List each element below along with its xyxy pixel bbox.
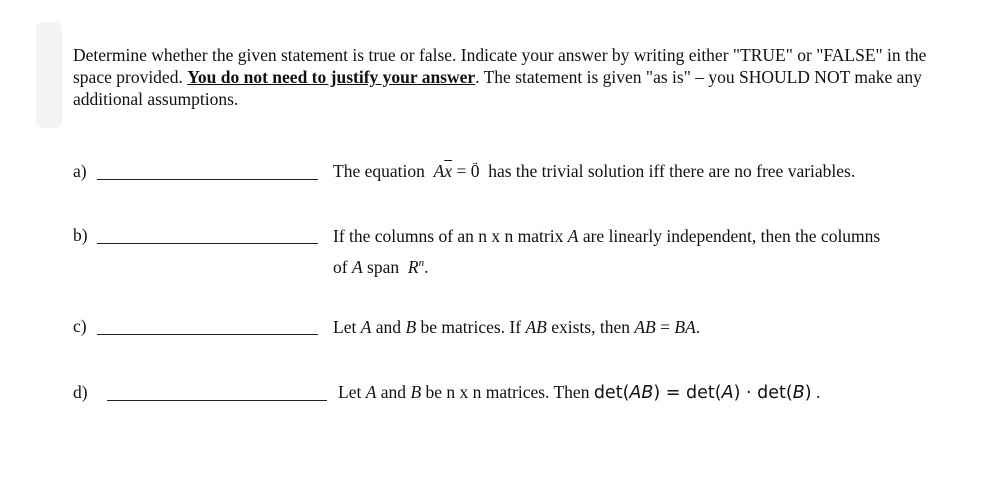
det-dot: · [746, 383, 752, 403]
det-arg-a: A [721, 383, 734, 403]
question-c-text-3: be matrices. If [420, 317, 522, 337]
det-open-3: det( [757, 383, 793, 403]
question-c-answer-blank[interactable] [97, 334, 318, 335]
instructions-text-1: Determine whether the given statement is true or false. Indicate your answer by writing either "TRUE" or "FALSE" in the space provided. [73, 45, 927, 87]
question-d-period: . [815, 382, 821, 402]
instructions-emphasis: You do not need to justify your answer [187, 67, 476, 87]
question-d-text-1: Let [338, 382, 362, 402]
question-d-text-3: be n x n matrices. Then [425, 382, 590, 402]
det-close-2: ) [733, 383, 741, 403]
question-b-text-4: span [367, 256, 400, 277]
question-b-text-3: of [333, 256, 348, 277]
question-d-statement [338, 380, 820, 405]
instructions-text-2: . The statement is given "as is" – you SHOULD NOT make any additional assumptions. [73, 67, 922, 109]
question-a-equals: = [456, 161, 467, 181]
question-c-product-ba: BA [674, 317, 696, 337]
question-c-equals: = [660, 317, 670, 337]
question-b-answer-blank[interactable] [97, 243, 318, 244]
question-a-matrix-a: A [433, 161, 445, 181]
question-d-text-2: and [380, 382, 407, 402]
question-a-vector-x: $\overline{x}$ [444, 161, 453, 181]
question-b-statement [333, 224, 953, 279]
question-b-line-1 [333, 224, 953, 248]
question-d-answer-blank[interactable] [107, 400, 327, 401]
question-c-statement [333, 315, 700, 339]
question-b-superscript-n: n [418, 257, 425, 269]
question-d-equation [594, 383, 812, 403]
question-c-text-2: and [375, 317, 402, 337]
question-b-matrix-a: A [567, 226, 579, 246]
question-c-text-4: exists, then [551, 317, 630, 337]
question-a-label: a) [73, 161, 87, 181]
question-b-line-2 [333, 251, 953, 279]
det-arg-b: B [792, 383, 805, 403]
question-c-matrix-b: B [405, 317, 417, 337]
question-a-text-post: has the trivial solution iff there are no free variables. [488, 161, 856, 181]
question-c-period: . [695, 317, 701, 337]
question-c-label: c) [73, 316, 87, 336]
det-arg-ab: AB [629, 383, 654, 403]
question-b-space-r: R [407, 256, 419, 277]
question-a-statement [333, 159, 855, 183]
question-a-text-pre: The equation [333, 161, 425, 181]
instructions-paragraph [73, 44, 953, 110]
det-open-1: det( [593, 383, 630, 403]
det-close-3: ) [804, 383, 812, 403]
question-d-matrix-b: B [410, 382, 422, 402]
scan-smudge [36, 22, 62, 128]
question-d-label: d) [73, 382, 88, 402]
question-c-text-1: Let [333, 317, 357, 337]
det-equals: = [665, 383, 681, 403]
question-c-product-ab: AB [525, 317, 547, 337]
det-close-1: ) [653, 383, 661, 403]
question-b-label: b) [73, 225, 88, 245]
question-b-text-1: If the columns of an n x n matrix [333, 226, 564, 246]
question-b-text-2: are linearly independent, then the columns [582, 226, 881, 246]
question-d-matrix-a: A [365, 382, 377, 402]
question-c-product-ab-2: AB [634, 317, 656, 337]
question-c-matrix-a: A [360, 317, 372, 337]
question-b-period: . [424, 256, 429, 277]
det-open-2: det( [686, 383, 722, 403]
question-a-answer-blank[interactable] [97, 179, 318, 180]
question-a-zero-vector: → 0 [471, 159, 480, 183]
question-b-matrix-a-2: A [351, 256, 363, 277]
